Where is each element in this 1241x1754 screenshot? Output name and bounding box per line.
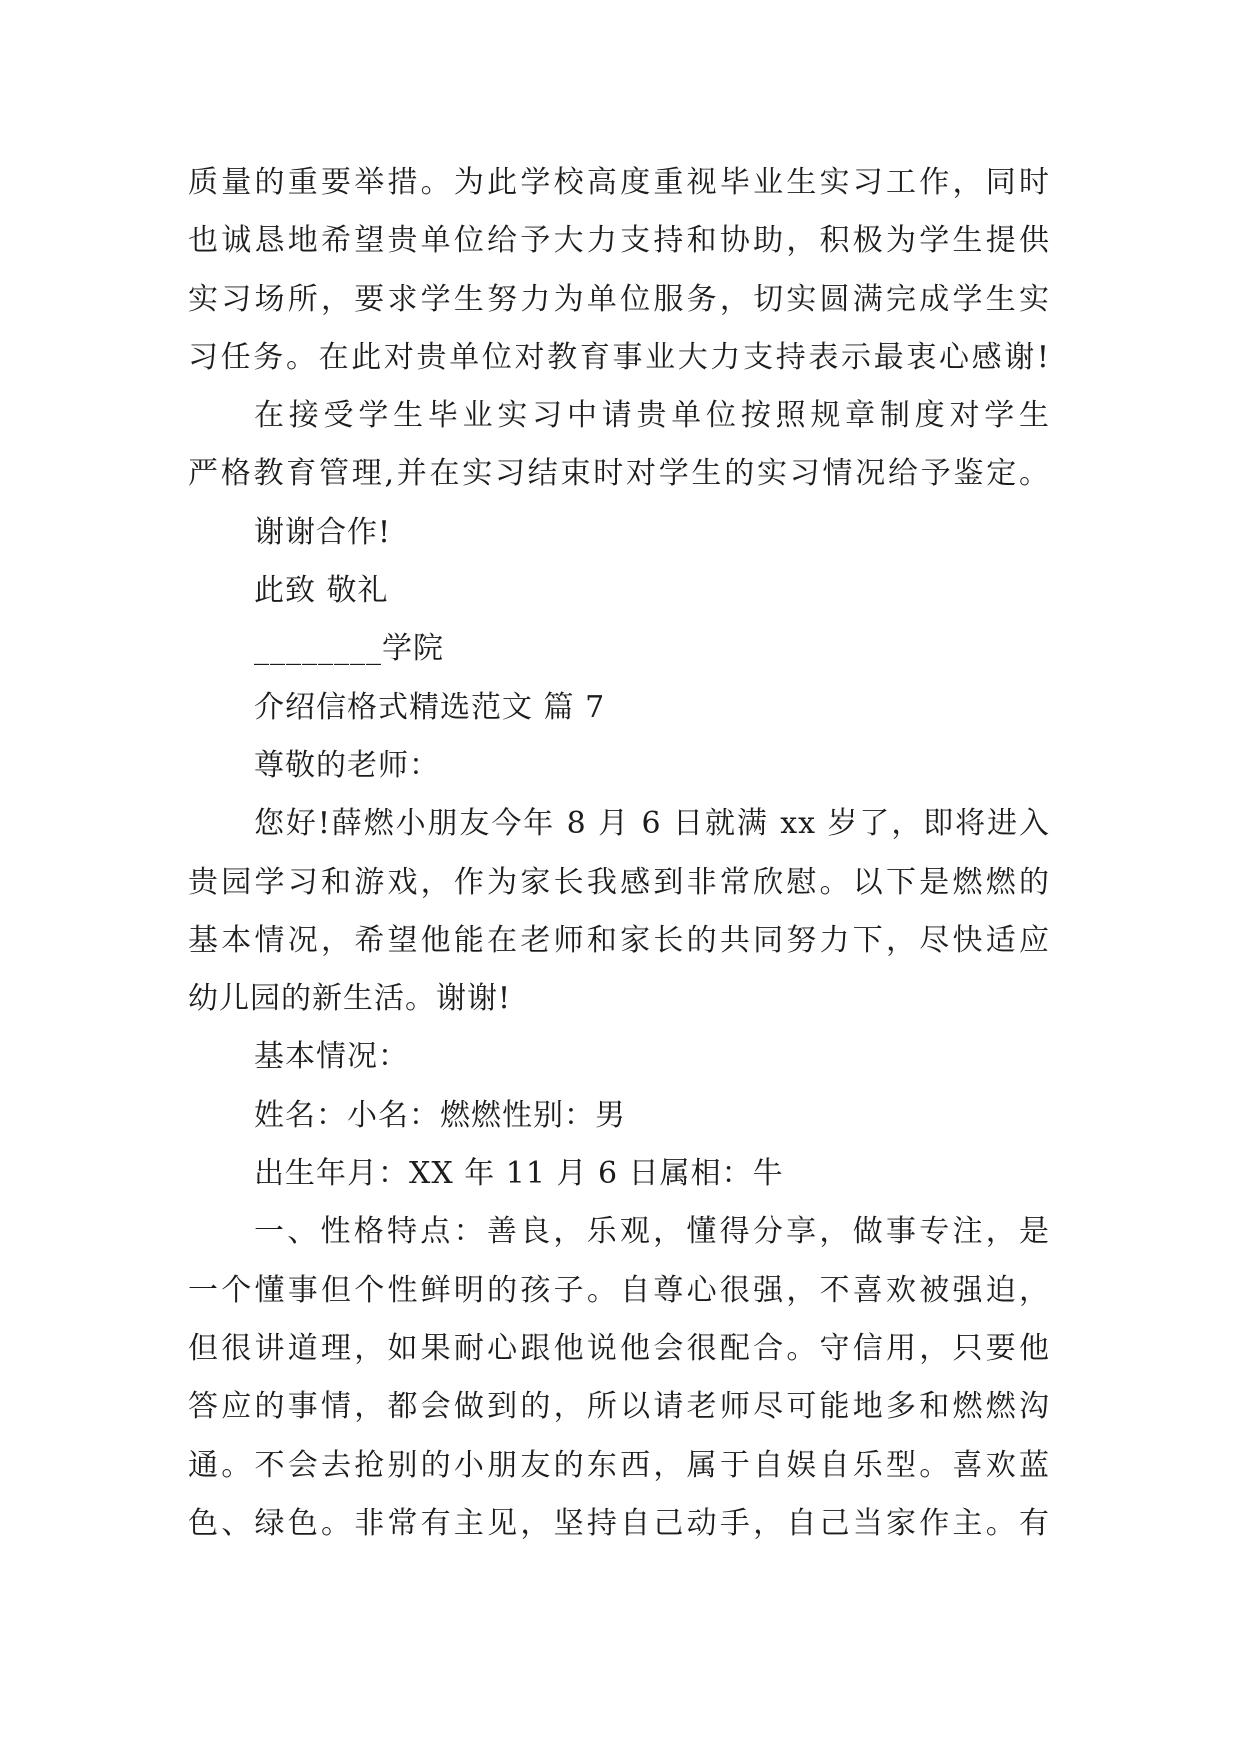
document-body <box>188 154 1050 1553</box>
paragraph-line: 通。不会去抢别的小朋友的东西，属于自娱自乐型。喜欢蓝 <box>188 1447 1050 1483</box>
paragraph-line: 贵园学习和游戏，作为家长我感到非常欣慰。以下是燃燃的 <box>188 864 1050 900</box>
paragraph-line: 严格教育管理,并在实习结束时对学生的实习情况给予鉴定。 <box>188 456 1050 492</box>
paragraph-line: 您好!薛燃小朋友今年 8 月 6 日就满 xx 岁了，即将进入 <box>254 806 1050 842</box>
letter-greeting: 尊敬的老师： <box>254 747 440 783</box>
paragraph-line: 一个懂事但个性鲜明的孩子。自尊心很强，不喜欢被强迫， <box>188 1272 1050 1308</box>
paragraph-line: 但很讲道理，如果耐心跟他说他会很配合。守信用，只要他 <box>188 1330 1050 1366</box>
paragraph-line: 实习场所，要求学生努力为单位服务，切实圆满完成学生实 <box>188 281 1050 317</box>
section-heading: 介绍信格式精选范文 篇 7 <box>254 689 606 725</box>
info-birth-line: 出生年月：XX 年 11 月 6 日属相：牛 <box>254 1156 784 1192</box>
paragraph-line: 质量的重要举措。为此学校高度重视毕业生实习工作，同时 <box>188 165 1050 200</box>
paragraph-line: 一、性格特点：善良，乐观，懂得分享，做事专注，是 <box>254 1214 1050 1250</box>
paragraph-line: 基本情况，希望他能在老师和家长的共同努力下，尽快适应 <box>188 922 1050 958</box>
info-name-line: 姓名：小名：燃燃性别：男 <box>254 1097 626 1133</box>
paragraph-line: 也诚恳地希望贵单位给予大力支持和协助，积极为学生提供 <box>188 223 1050 259</box>
signature-college: ________学院 <box>254 631 444 667</box>
paragraph-line: 答应的事情，都会做到的，所以请老师尽可能地多和燃燃沟 <box>188 1389 1050 1425</box>
paragraph-line: 习任务。在此对贵单位对教育事业大力支持表示最衷心感谢! <box>188 339 1050 375</box>
closing-salutation: 此致 敬礼 <box>254 573 389 609</box>
info-heading: 基本情况： <box>254 1039 409 1075</box>
closing-thanks: 谢谢合作! <box>254 514 392 550</box>
paragraph-line: 在接受学生毕业实习中请贵单位按照规章制度对学生 <box>254 398 1050 434</box>
paragraph-line: 色、绿色。非常有主见，坚持自己动手，自己当家作主。有 <box>188 1505 1050 1541</box>
paragraph-line: 幼儿园的新生活。谢谢! <box>188 981 512 1017</box>
